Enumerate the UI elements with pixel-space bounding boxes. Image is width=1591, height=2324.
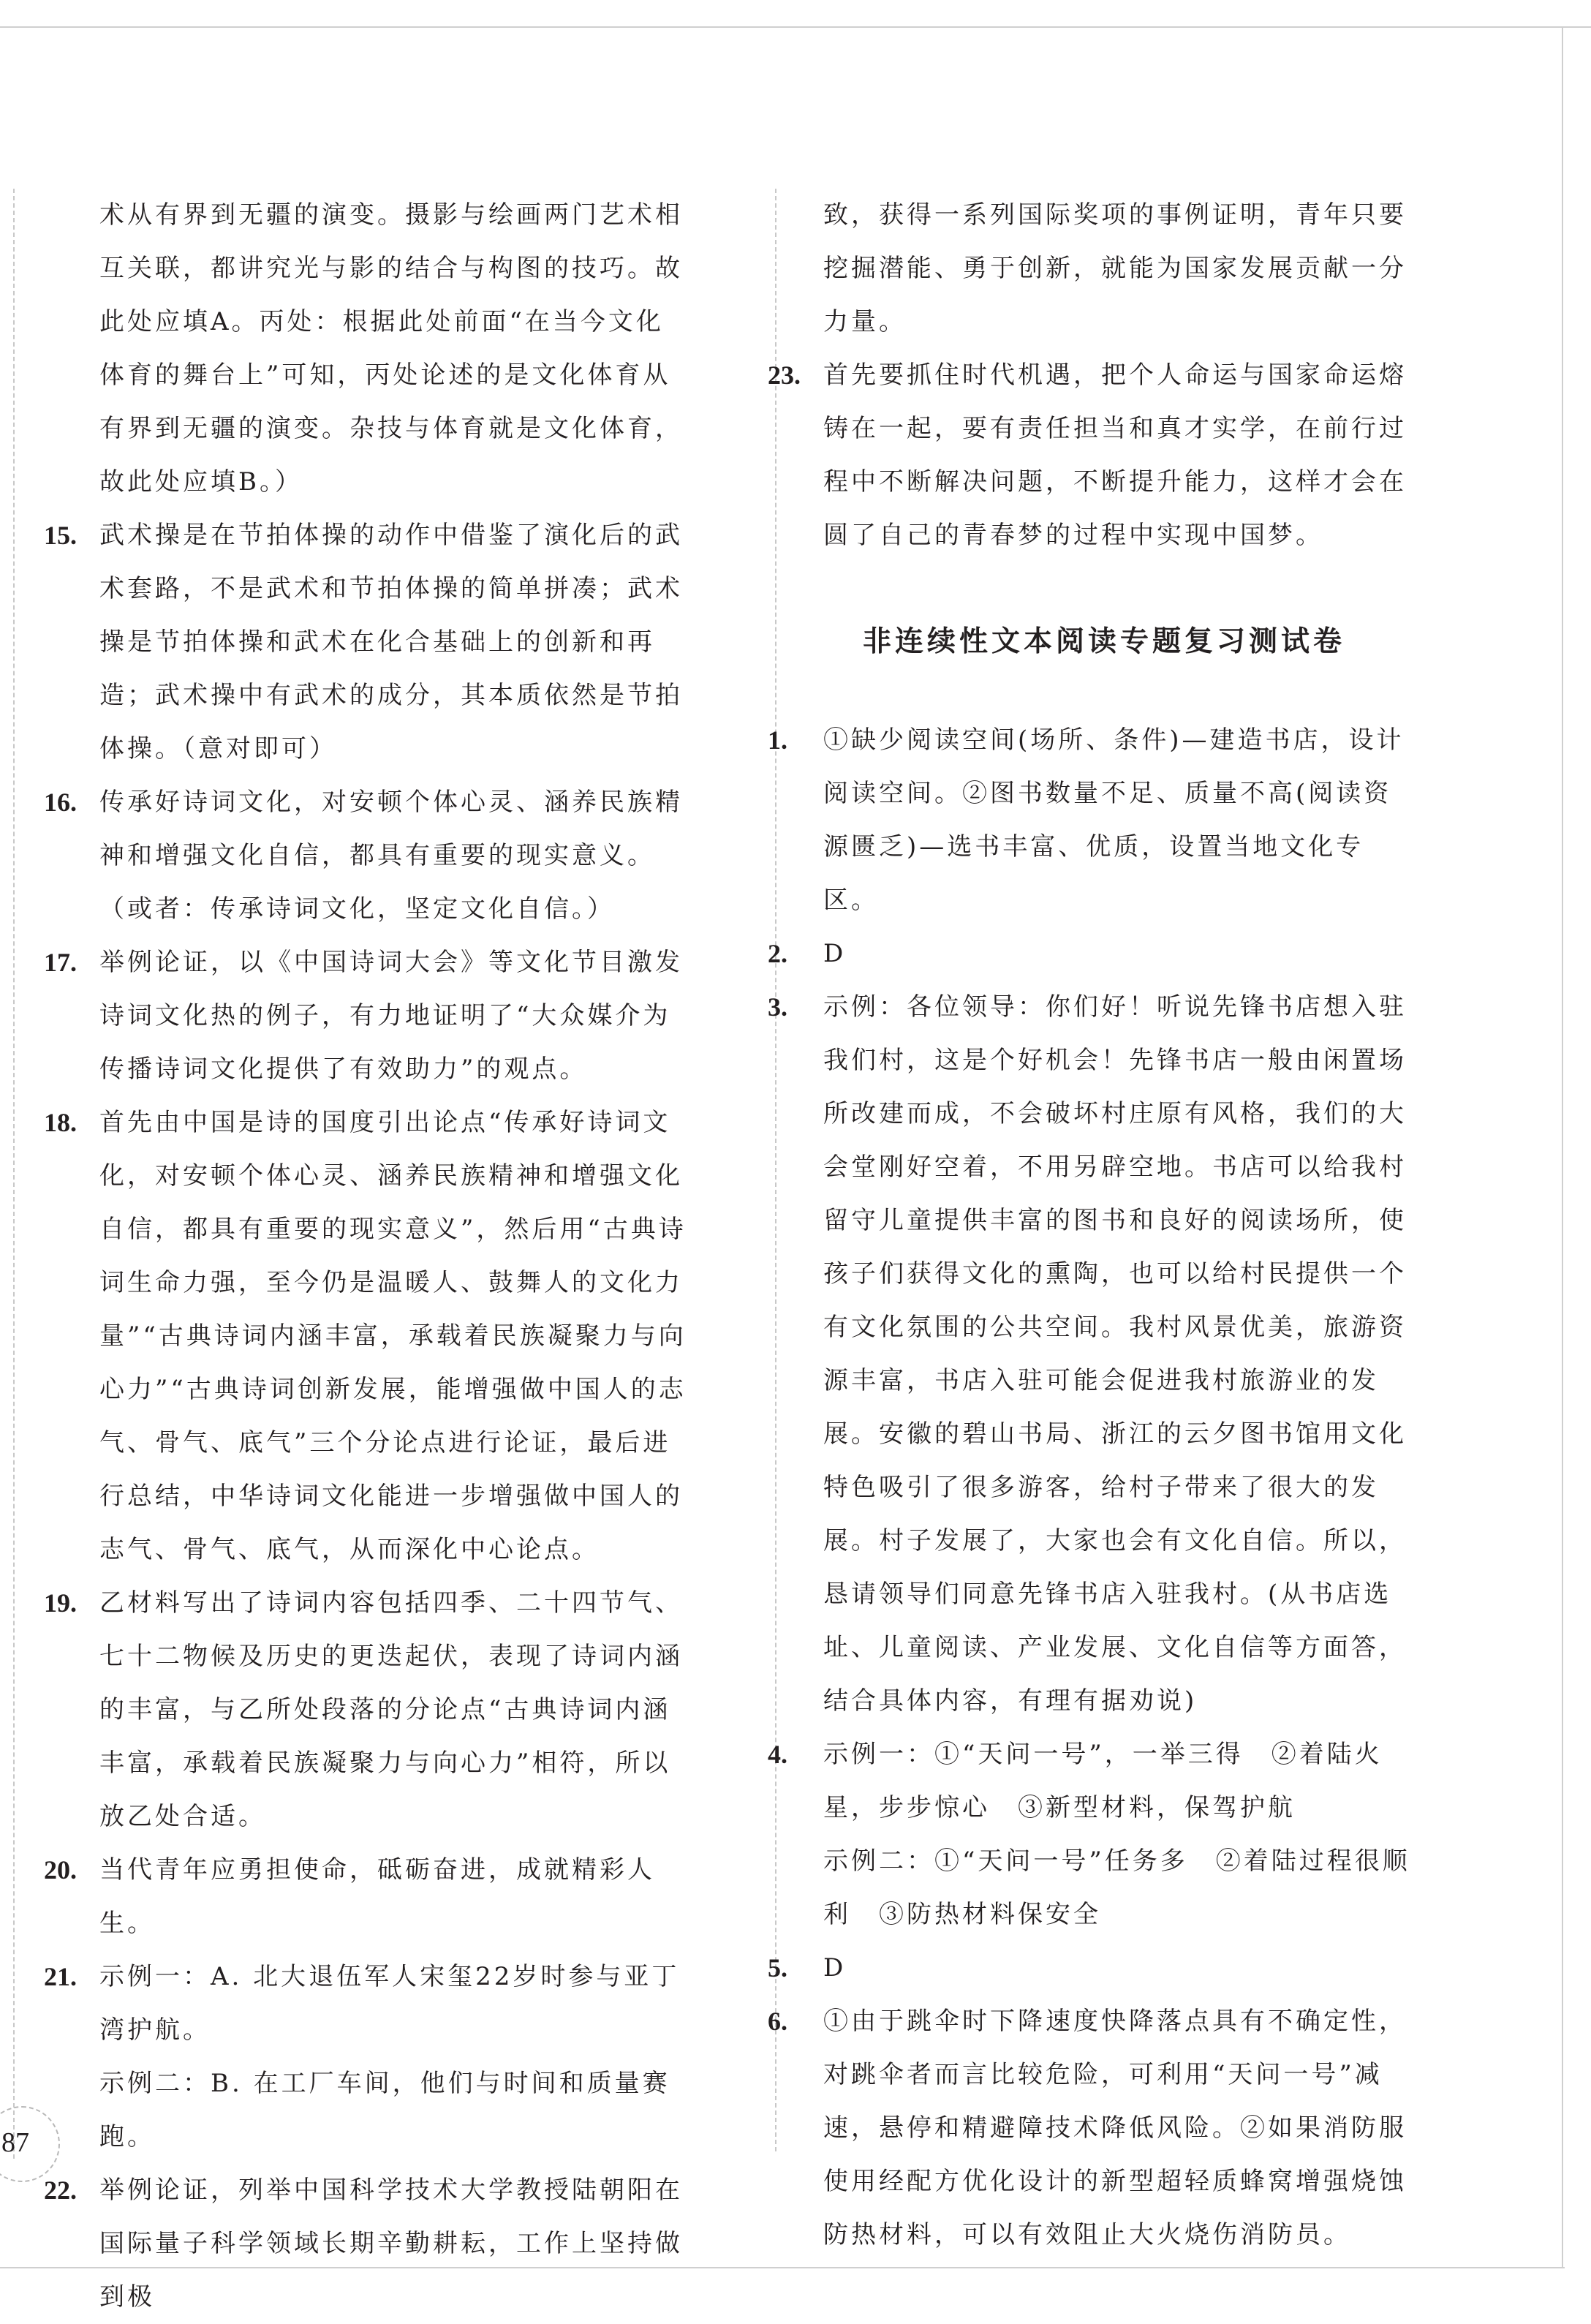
answer-text: 示例二：①“天问一号”任务多 ②着陆过程很顺利 ③防热材料保安全 xyxy=(823,1846,1410,1929)
answer-item xyxy=(768,1728,1411,1835)
answer-number: 23. xyxy=(768,361,801,390)
answer-item xyxy=(44,936,687,1096)
answer-item xyxy=(44,1950,687,2057)
answer-text: 示例：各位领导：你们好！听说先锋书店想入驻我们村，这是个好机会！先锋书店一般由闲置场所改建而成，不会破坏村庄原有风格，我们的大会堂刚好空着，不用另辟空地。书店可以给我村留守儿童提供丰富的图书和良好的阅读场所，使孩子们获得文化的熏陶，也可以给村民提供一个有文化氛围的公共空间。我村风景优美，旅游资源丰富，书店入驻可能会促进我村旅游业的发展。安徽的碧山书局、浙江的云夕图书馆用文化特色吸引了很多游客，给村子带来了很大的发展。村子发展了，大家也会有文化自信。所以，恳请领导们同意先锋书店入驻我村。(从书店选址、儿童阅读、产业发展、文化自信等方面答，结合具体内容，有理有据劝说) xyxy=(823,992,1407,1716)
answer-text: D xyxy=(823,1953,847,1982)
right-column xyxy=(768,189,1411,2262)
answer-item xyxy=(44,1844,687,1950)
answer-text: 举例论证，以《中国诗词大会》等文化节目激发诗词文化热的例子，有力地证明了“大众媒介为传播诗词文化提供了有效助力”的观点。 xyxy=(99,948,683,1084)
answer-item xyxy=(44,1577,687,1844)
answer-item xyxy=(768,1835,1411,1942)
answer-number: 17. xyxy=(44,948,77,977)
answer-text: 致，获得一系列国际奖项的事例证明，青年只要挖掘潜能、勇于创新，就能为国家发展贡献一分力量。 xyxy=(823,200,1407,336)
answer-number: 3. xyxy=(768,992,787,1022)
page-border-top xyxy=(0,26,1591,28)
answer-number: 20. xyxy=(44,1855,77,1885)
answer-item xyxy=(768,1995,1411,2262)
answer-item xyxy=(44,2057,687,2164)
answer-text: ①由于跳伞时下降速度快降落点具有不确定性，对跳伞者而言比较危险，可利用“天问一号”减速，悬停和精避障技术降低风险。②如果消防服使用经配方优化设计的新型超轻质蜂窝增强烧蚀防热材料，可以有效阻止大火烧伤消防员。 xyxy=(823,2007,1407,2249)
answer-text: ①缺少阅读空间(场所、条件)—建造书店，设计阅读空间。②图书数量不足、质量不高(阅读资源匮乏)—选书丰富、优质，设置当地文化专区。 xyxy=(823,725,1405,915)
answer-text: 首先要抓住时代机遇，把个人命运与国家命运熔铸在一起，要有责任担当和真才实学，在前行过程中不断解决问题，不断提升能力，这样才会在圆了自己的青春梦的过程中实现中国梦。 xyxy=(823,361,1407,550)
answer-number: 18. xyxy=(44,1108,77,1137)
answer-number: 5. xyxy=(768,1953,787,1982)
answer-text: 示例二：B. 在工厂车间，他们与时间和质量赛跑。 xyxy=(99,2069,670,2151)
answer-item xyxy=(44,189,687,509)
answer-item xyxy=(44,1096,687,1577)
answer-item xyxy=(768,189,1411,349)
answer-item xyxy=(768,1942,1411,1995)
answer-item xyxy=(44,2164,687,2324)
answer-text: 传承好诗词文化，对安顿个体心灵、涵养民族精神和增强文化自信，都具有重要的现实意义。（或者：传承诗词文化，坚定文化自信。） xyxy=(99,788,683,924)
answer-number: 19. xyxy=(44,1588,77,1618)
answer-text: 当代青年应勇担使命，砥砺奋进，成就精彩人生。 xyxy=(99,1855,655,1938)
answer-text: 举例论证，列举中国科学技术大学教授陆朝阳在国际量子科学领域长期辛勤耕耘，工作上坚持做到极 xyxy=(99,2176,683,2312)
answer-text: 首先由中国是诗的国度引出论点“传承好诗词文化，对安顿个体心灵、涵养民族精神和增强文化自信，都具有重要的现实意义”，然后用“古典诗词生命力强，至今仍是温暖人、鼓舞人的文化力量”“古典诗词内涵丰富，承载着民族凝聚力与向心力”“古典诗词创新发展，能增强做中国人的志气、骨气、底气”三个分论点进行论证，最后进行总结，中华诗词文化能进一步增强做中国人的志气、骨气、底气，从而深化中心论点。 xyxy=(99,1108,687,1564)
answer-item xyxy=(768,349,1411,562)
answer-item xyxy=(768,981,1411,1728)
answer-number: 16. xyxy=(44,788,77,817)
answer-number: 15. xyxy=(44,521,77,550)
answer-number: 2. xyxy=(768,939,787,968)
answer-text: 武术操是在节拍体操的动作中借鉴了演化后的武术套路，不是武术和节拍体操的简单拼凑；武术操是节拍体操和武术在化合基础上的创新和再造；武术操中有武术的成分，其本质依然是节拍体操。（意对即可） xyxy=(99,521,683,763)
answer-item xyxy=(768,927,1411,981)
page-border-right xyxy=(1562,26,1563,2268)
answer-number: 1. xyxy=(768,725,787,755)
answer-text: 术从有界到无疆的演变。摄影与绘画两门艺术相互关联，都讲究光与影的结合与构图的技巧。故此处应填A。丙处：根据此处前面“在当今文化体育的舞台上”可知，丙处论述的是文化体育从有界到无疆的演变。杂技与体育就是文化体育，故此处应填B。） xyxy=(99,200,683,497)
page-number: 87 xyxy=(1,2127,29,2158)
section-title: 非连续性文本阅读专题复习测试卷 xyxy=(862,625,1345,658)
left-margin-dashed-rule xyxy=(13,189,15,2159)
answer-number: 22. xyxy=(44,2176,77,2205)
answer-text: D xyxy=(823,939,847,968)
answer-text: 乙材料写出了诗词内容包括四季、二十四节气、七十二物候及历史的更迭起伏，表现了诗词内涵的丰富，与乙所处段落的分论点“古典诗词内涵丰富，承载着民族凝聚力与向心力”相符，所以放乙处合适。 xyxy=(99,1588,683,1831)
answer-number: 4. xyxy=(768,1740,787,1769)
answer-text: 示例一：A. 北大退伍军人宋玺22岁时参与亚丁湾护航。 xyxy=(99,1962,680,2045)
answer-text: 示例一：①“天问一号”，一举三得 ②着陆火星，步步惊心 ③新型材料，保驾护航 xyxy=(823,1740,1383,1822)
answer-item xyxy=(768,714,1411,927)
answer-number: 21. xyxy=(44,1962,77,1991)
left-column xyxy=(44,189,687,2324)
answer-number: 6. xyxy=(768,2007,787,2036)
answer-item xyxy=(44,776,687,936)
answer-item xyxy=(44,509,687,776)
